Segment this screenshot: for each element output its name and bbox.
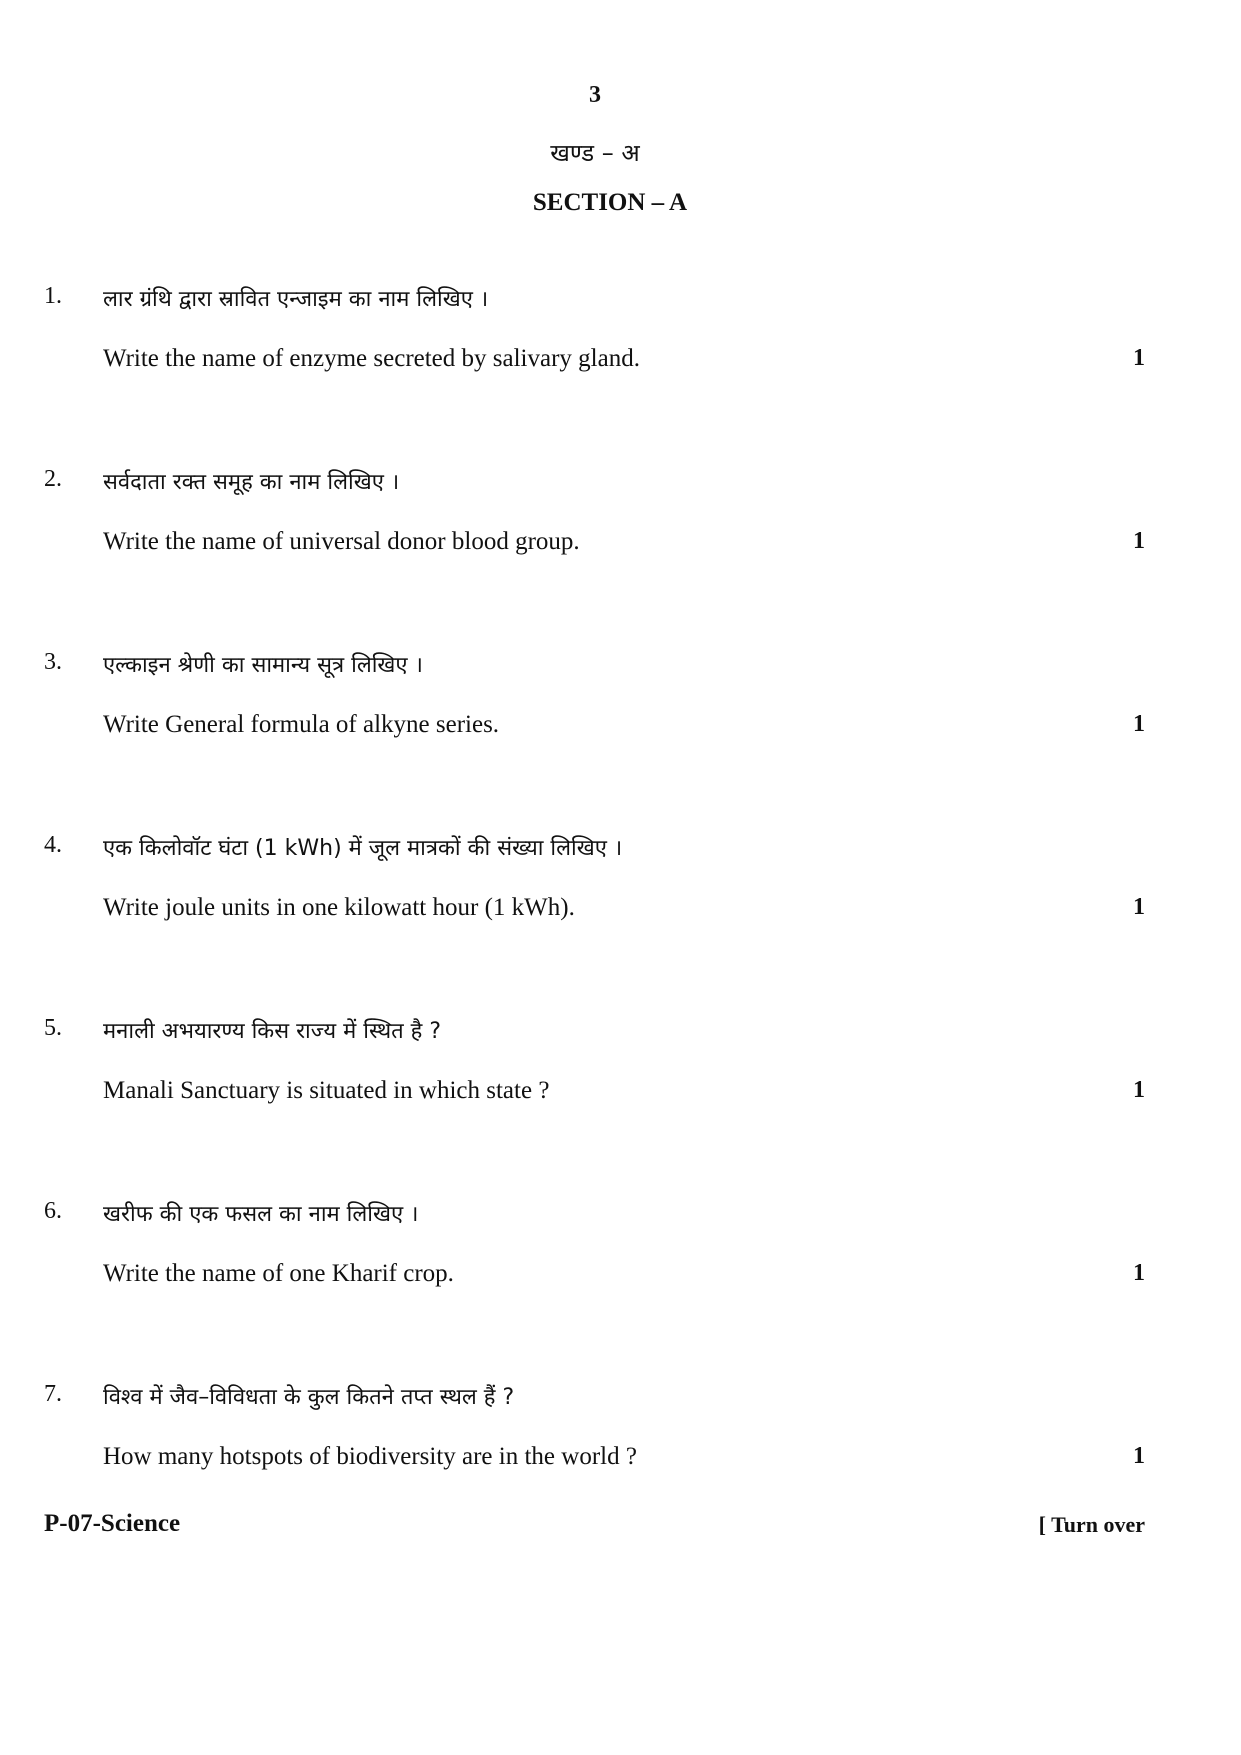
question-text-hindi: विश्व में जैव–विविधता के कुल कितने तप्त स्थल हैं ? <box>103 1385 515 1410</box>
question-number: 6. <box>44 1198 62 1224</box>
question-number: 2. <box>44 466 62 492</box>
question-text-english: How many hotspots of biodiversity are in the world ? <box>103 1443 637 1470</box>
question-marks: 1 <box>1133 345 1145 371</box>
question-marks: 1 <box>1133 1443 1145 1469</box>
question-number: 1. <box>44 283 62 309</box>
question-marks: 1 <box>1133 1260 1145 1286</box>
question-number: 3. <box>44 649 62 675</box>
section-title-hindi: खण्ड – अ <box>550 139 640 167</box>
question-number: 4. <box>44 832 62 858</box>
question-text-hindi: सर्वदाता रक्त समूह का नाम लिखिए । <box>103 470 400 495</box>
question-text-english: Write General formula of alkyne series. <box>103 711 500 738</box>
paper-code: P-07-Science <box>44 1510 181 1537</box>
question-number: 7. <box>44 1381 62 1407</box>
question-marks: 1 <box>1133 528 1145 554</box>
question-text-english: Write the name of one Kharif crop. <box>103 1260 454 1287</box>
question-text-hindi: लार ग्रंथि द्वारा स्रावित एन्जाइम का नाम लिखिए । <box>103 287 489 312</box>
question-text-hindi: एक किलोवॉट घंटा (1 kWh) में जूल मात्रकों की संख्या लिखिए । <box>103 836 623 861</box>
question-text-english: Write the name of universal donor blood group. <box>103 528 580 555</box>
question-text-english: Write joule units in one kilowatt hour (1 kWh). <box>103 894 575 921</box>
question-number: 5. <box>44 1015 62 1041</box>
section-title-english: SECTION – A <box>532 189 688 216</box>
turn-over-label: [ Turn over <box>1038 1512 1145 1537</box>
question-text-hindi: खरीफ की एक फसल का नाम लिखिए । <box>103 1202 419 1227</box>
question-text-hindi: एल्काइन श्रेणी का सामान्य सूत्र लिखिए । <box>103 653 423 678</box>
question-marks: 1 <box>1133 711 1145 737</box>
question-text-english: Manali Sanctuary is situated in which state ? <box>103 1077 550 1104</box>
question-marks: 1 <box>1133 894 1145 920</box>
question-text-english: Write the name of enzyme secreted by salivary gland. <box>103 345 640 372</box>
page-number: 3 <box>589 82 601 108</box>
question-text-hindi: मनाली अभयारण्य किस राज्य में स्थित है ? <box>103 1019 442 1044</box>
question-marks: 1 <box>1133 1077 1145 1103</box>
